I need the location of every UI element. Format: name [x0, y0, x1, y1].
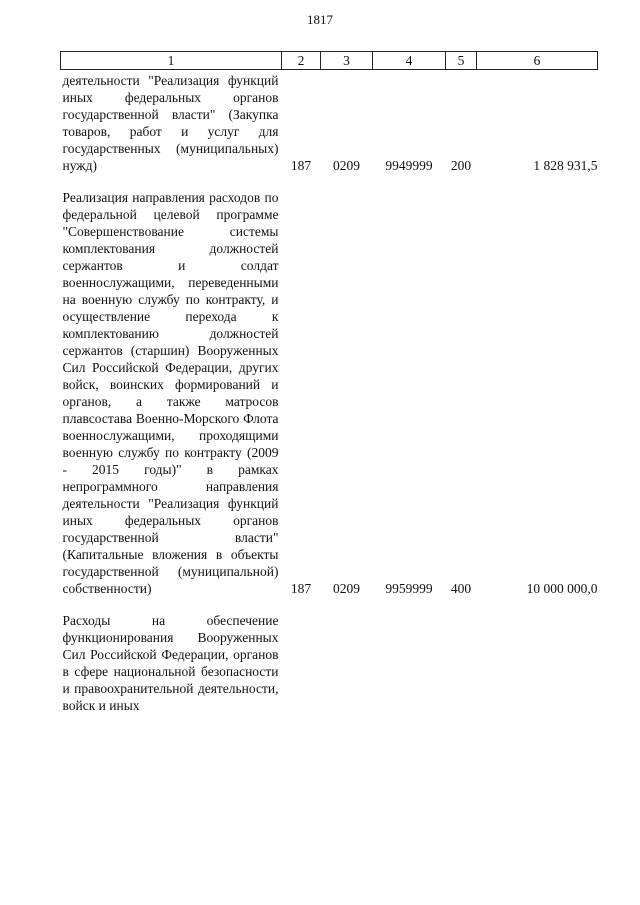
column-header-1: 1: [61, 52, 282, 70]
row-section-code: [321, 597, 373, 714]
row-ministry-code: 187: [290, 581, 312, 596]
table-row: [61, 174, 598, 597]
page-number: 1817: [307, 12, 333, 27]
table-row: [61, 70, 598, 175]
row-target-code: 9949999: [385, 158, 433, 173]
column-header-2: 2: [282, 52, 321, 70]
column-header-4: 4: [373, 52, 446, 70]
row-ministry-code: [282, 597, 321, 714]
row-expense-type: 400: [450, 581, 472, 596]
column-header-5: 5: [446, 52, 477, 70]
row-expense-type: 200: [450, 158, 472, 173]
row-description: деятельности "Реализация функций иных федеральных органов государственной власти" (Закупка товаров, работ и услуг для государственных (муниципальных) нужд): [62, 73, 279, 173]
row-amount: [477, 597, 598, 714]
row-description: Реализация направления расходов по федеральной целевой программе "Совершенствование системы комплектования должностей сержантов и солдат военнослужащими, переведенными на военную службу по контракту, и осуществление перехода к комплектованию должностей сержантов (старшин) Вооруженных Сил Российской Федерации, других войск, воинских формирований и органов, а также матросов плавсостава Военно-Морского Флота военнослужащими, проходящими военную службу по контракту (2009 - 2015 годы)" в рамках непрограммного направления деятельности "Реализация функций иных федеральных органов государственной власти" (Капитальные вложения в объекты государственной (муниципальной) собственности): [62, 190, 279, 596]
row-ministry-code: 187: [290, 158, 312, 173]
table-row: [61, 597, 598, 714]
row-description: Расходы на обеспечение функционирования Вооруженных Сил Российской Федерации, органов в сфере национальной безопасности и правоохранительной деятельности, войск и иных: [62, 613, 279, 713]
row-section-code: 0209: [333, 581, 360, 596]
budget-table: [60, 51, 598, 714]
row-target-code: [373, 597, 446, 714]
column-header-row: [61, 52, 598, 70]
row-amount: 1 828 931,5: [533, 158, 598, 173]
row-section-code: 0209: [333, 158, 360, 173]
column-header-3: 3: [321, 52, 373, 70]
row-target-code: 9959999: [385, 581, 433, 596]
row-expense-type: [446, 597, 477, 714]
column-header-6: 6: [477, 52, 598, 70]
row-amount: 10 000 000,0: [526, 581, 598, 596]
